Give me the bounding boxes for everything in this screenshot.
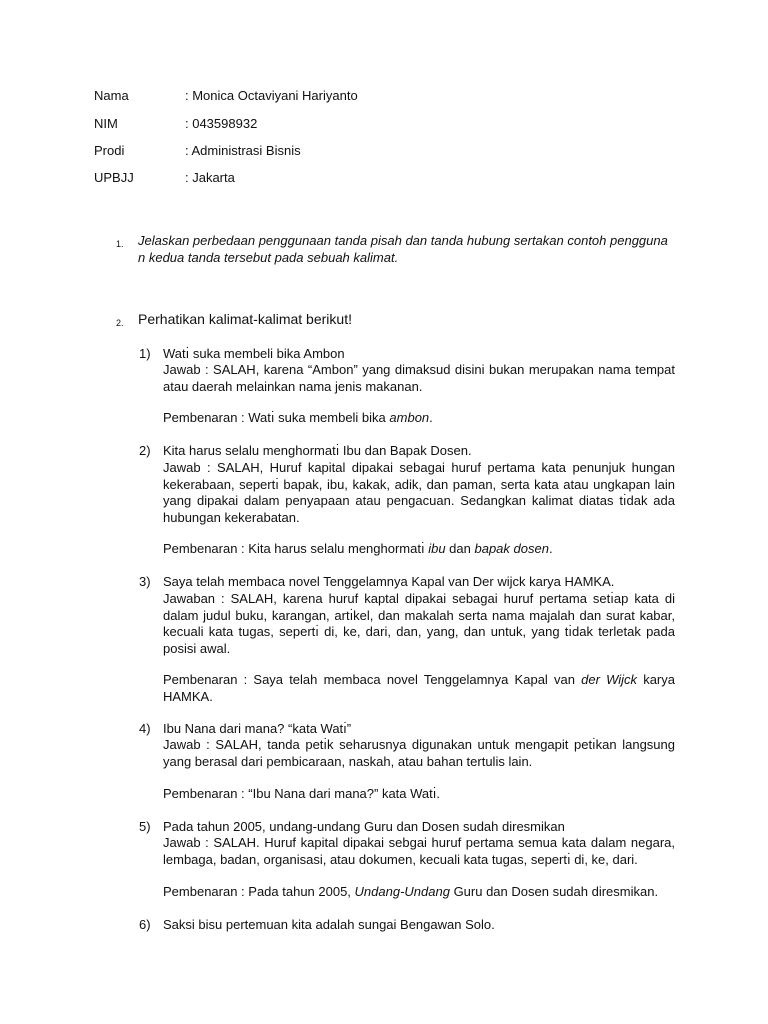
question-2-number: 2. bbox=[116, 318, 124, 328]
question-1-line-2: n kedua tanda tersebut pada sebuah kalimat. bbox=[138, 249, 399, 265]
prodi-label: Prodi bbox=[94, 143, 125, 158]
item-3-correction-emphasis: der Wijck bbox=[581, 672, 638, 687]
item-5-sentence: Pada tahun 2005, undang-undang Guru dan Dosen sudah diresmikan bbox=[163, 819, 565, 834]
item-3-number: 3) bbox=[139, 574, 151, 589]
prodi-value: : Administrasi Bisnis bbox=[185, 143, 301, 158]
nim-label: NIM bbox=[94, 116, 118, 131]
item-1-answer: Jawab : SALAH, karena “Ambon” yang dimaksud disini bukan merupakan nama tempat atau daerah melainkan nama jenis makanan. bbox=[163, 362, 675, 394]
item-3-sentence: Saya telah membaca novel Tenggelamnya Kapal van Der wijck karya HAMKA. bbox=[163, 574, 615, 589]
item-1-sentence: Watı̇ suka membeli bika Ambon bbox=[163, 346, 345, 361]
question-1-number: 1. bbox=[116, 239, 124, 249]
item-1-number: 1) bbox=[139, 346, 151, 361]
item-2-answer: Jawab : SALAH, Huruf kapital dipakai sebagai huruf pertama kata penunjuk hungan kekerabaan, sepertı̇ bapak, ibu, kakak, adik, dan paman, serta kata atau ungkapan lain yang dipakai dalam penyapaan atau pengacuan. Sedangkan kalimat diatas tı̇dak ada hubungan kekerabatan. bbox=[163, 460, 675, 525]
item-4-correction: Pembenaran : “Ibu Nana dari mana?” kata Watı̇. bbox=[163, 786, 440, 801]
item-1-correction: Pembenaran : Watı̇ suka membeli bika ambon. bbox=[163, 410, 433, 425]
item-6-number: 6) bbox=[139, 917, 151, 932]
item-4-sentence: Ibu Nana dari mana? “kata Watı̇” bbox=[163, 721, 352, 736]
item-6-sentence: Saksi bisu pertemuan kita adalah sungai Bengawan Solo. bbox=[163, 917, 495, 932]
item-5-answer: Jawab : SALAH. Huruf kapital dipakai sebgai huruf pertama semua kata dalam negara, lembaga, badan, organisasi, atau dokumen, kecuali kata tugas, sepertı̇ di, ke, dari. bbox=[163, 835, 675, 867]
item-5-correction-emphasis: Undang-Undang bbox=[354, 884, 450, 899]
nama-value: : Monica Octaviyani Hariyanto bbox=[185, 88, 358, 103]
item-4-answer: Jawab : SALAH, tanda petı̇k seharusnya digunakan untuk mengapit petı̇kan langsung yang berasal dari pembicaraan, naskah, atau bahan tertulis lain. bbox=[163, 737, 675, 769]
item-5-number: 5) bbox=[139, 819, 151, 834]
item-3-answer: Jawaban : SALAH, karena huruf kaptal dipakai sebagai huruf pertama setı̇ap kata di dalam judul buku, karangan, artı̇kel, dan makalah serta nama majalah dan surat kabar, kecuali kata tugas, sepertı̇ di, ke, dari, dan, yang, dan untuk, yang tı̇dak terletak pada posisi awal. bbox=[163, 591, 675, 656]
item-2-sentence: Kita harus selalu menghormatı̇ Ibu dan Bapak Dosen. bbox=[163, 443, 472, 458]
item-4-number: 4) bbox=[139, 721, 151, 736]
item-1-correction-emphasis: ambon bbox=[389, 410, 430, 425]
item-5-correction: Pembenaran : Pada tahun 2005, Undang-Undang Guru dan Dosen sudah diresmikan. bbox=[163, 884, 659, 899]
question-1-text bbox=[138, 233, 678, 266]
item-2-correction: Pembenaran : Kita harus selalu menghormatı̇ ibu dan bapak dosen. bbox=[163, 541, 553, 556]
question-2-text: Perhatikan kalimat-kalimat berikut! bbox=[138, 311, 352, 327]
upbjj-label: UPBJJ bbox=[94, 170, 134, 185]
nim-value: : 043598932 bbox=[185, 116, 258, 131]
item-2-correction-emphasis-2: bapak dosen bbox=[474, 541, 549, 556]
nama-label: Nama bbox=[94, 88, 129, 103]
question-1-line-1: Jelaskan perbedaan penggunaan tanda pisah dan tanda hubung sertakan contoh pengguna bbox=[138, 233, 668, 248]
upbjj-value: : Jakarta bbox=[185, 170, 235, 185]
item-2-correction-emphasis-1: ibu bbox=[428, 541, 446, 556]
item-3-correction: Pembenaran : Saya telah membaca novel Tenggelamnya Kapal van der Wijck karya HAMKA. bbox=[163, 672, 675, 704]
item-2-number: 2) bbox=[139, 443, 151, 458]
